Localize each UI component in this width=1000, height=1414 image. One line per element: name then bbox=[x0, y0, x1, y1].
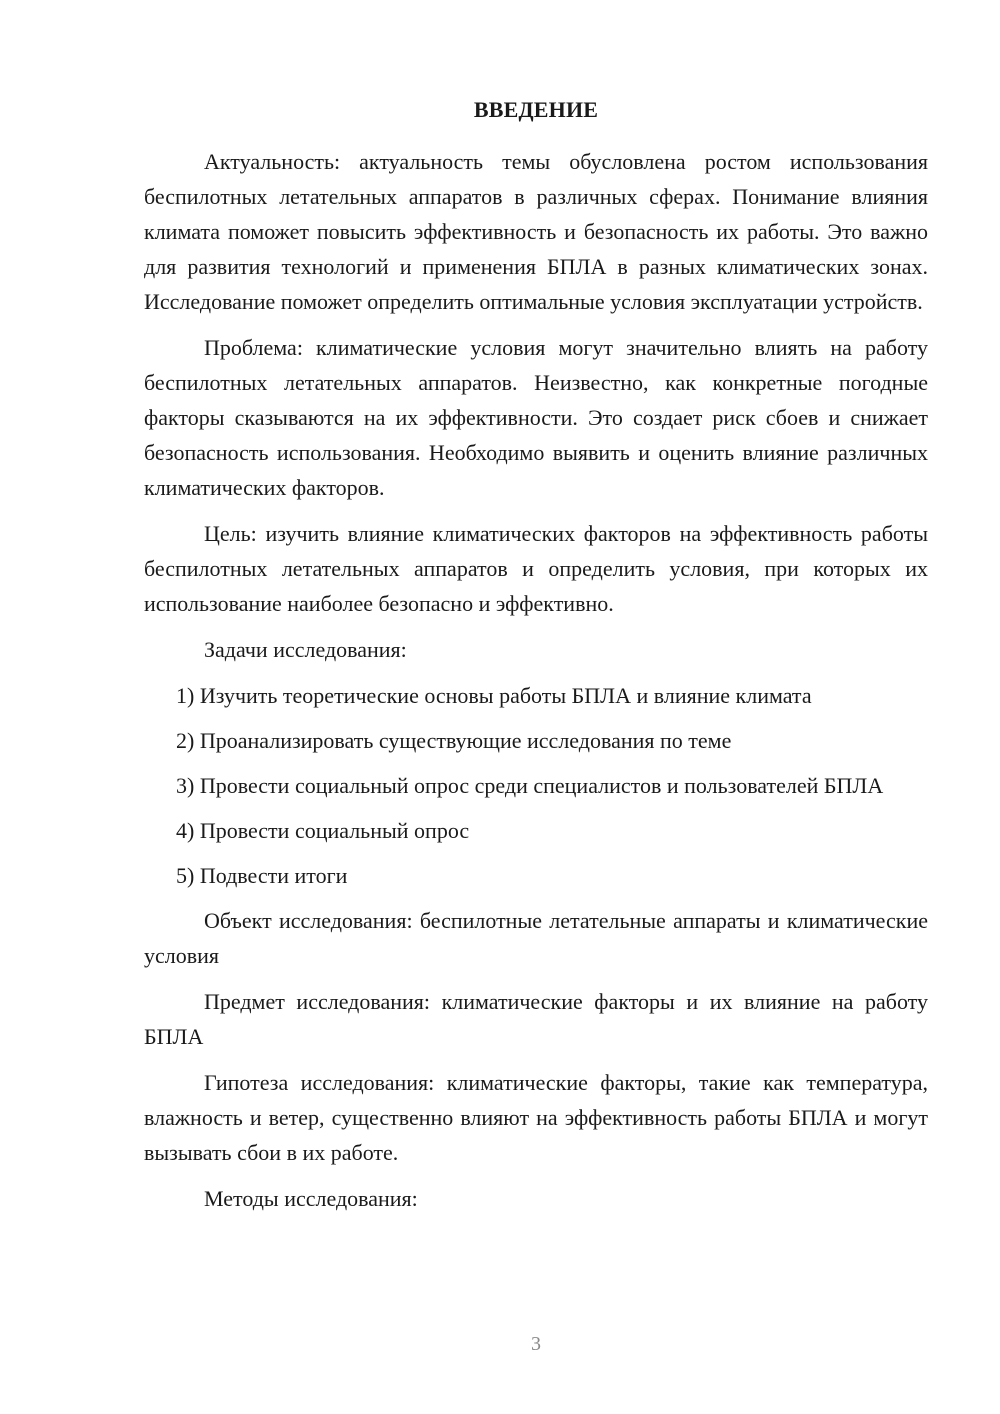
task-item-1: 1) Изучить теоретические основы работы БПЛА и влияние климата bbox=[176, 683, 812, 708]
methods-title: Методы исследования: bbox=[204, 1186, 418, 1211]
problem-paragraph: Проблема: климатические условия могут значительно влиять на работу беспилотных летательных аппаратов. Неизвестно, как конкретные погодные факторы сказываются на их эффективности. Это создает риск сбоев и снижает безопасность использования. Необходимо выявить и оценить влияние различных климатических факторов. bbox=[144, 335, 928, 500]
tasks-title: Задачи исследования: bbox=[204, 637, 407, 662]
relevance-paragraph: Актуальность: актуальность темы обусловлена ростом использования беспилотных летательных аппаратов в различных сферах. Понимание влияния климата поможет повысить эффективность и безопасность их работы. Это важно для развития технологий и применения БПЛА в разных климатических зонах. Исследование поможет определить оптимальные условия эксплуатации устройств. bbox=[144, 149, 928, 314]
subject-paragraph: Предмет исследования: климатические факторы и их влияние на работу БПЛА bbox=[144, 989, 928, 1049]
task-item-3: 3) Провести социальный опрос среди специалистов и пользователей БПЛА bbox=[176, 773, 884, 798]
document-page bbox=[144, 94, 928, 1227]
hypothesis-paragraph: Гипотеза исследования: климатические факторы, такие как температура, влажность и ветер, существенно влияют на эффективность работы БПЛА и могут вызывать сбои в их работе. bbox=[144, 1070, 928, 1165]
task-item-4: 4) Провести социальный опрос bbox=[176, 818, 470, 843]
section-heading: ВВЕДЕНИЕ bbox=[473, 97, 599, 122]
page-number: 3 bbox=[531, 1333, 541, 1355]
task-item-2: 2) Проанализировать существующие исследования по теме bbox=[176, 728, 732, 753]
task-item-5: 5) Подвести итоги bbox=[176, 863, 348, 888]
goal-paragraph: Цель: изучить влияние климатических факторов на эффективность работы беспилотных летательных аппаратов и определить условия, при которых их использование наиболее безопасно и эффективно. bbox=[144, 521, 928, 616]
object-paragraph: Объект исследования: беспилотные летательные аппараты и климатические условия bbox=[144, 908, 928, 968]
